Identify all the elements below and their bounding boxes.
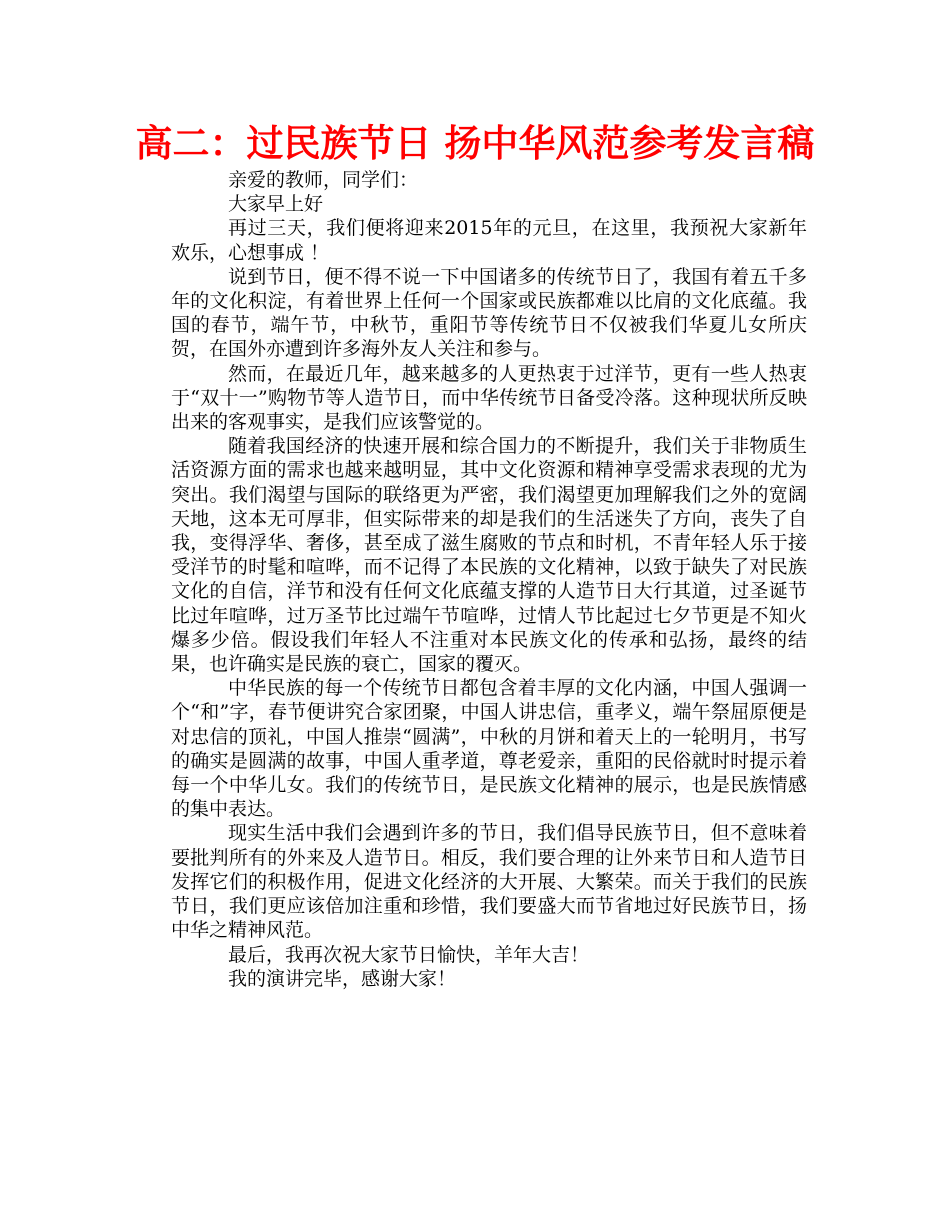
paragraph-new-year: 再过三天，我们便将迎来2015年的元旦，在这里，我预祝大家新年欢乐，心想事成 ！ [171,217,807,264]
paragraph-thanks: 我的演讲完毕，感谢大家！ [228,967,457,990]
paragraph-traditional-festivals: 说到节日，便不得不说一下中国诸多的传统节日了，我国有着五千多年的文化积淀，有着世界上任何一个国家或民族都难以比肩的文化底蕴。我国的春节，端午节，中秋节，重阳节等传统节日不仅被我们华夏儿女所庆贺，在国外亦遭到许多海外友人关注和参与。 [171,265,807,361]
paragraph-cultural-meaning: 中华民族的每一个传统节日都包含着丰厚的文化内涵，中国人强调一个“和”字，春节便讲究合家团聚，中国人讲忠信，重孝义，端午祭屈原便是对忠信的顶礼，中国人推崇“圆满”，中秋的月饼和着天上的一轮明月，书写的确实是圆满的故事，中国人重孝道，尊老爱亲，重阳的民俗就时时提示着每一个中华儿女。我们的传统节日，是民族文化精神的展示，也是民族情感的集中表达。 [171,677,807,821]
page-title: 高二：过民族节日 扬中华风范参考发言稿 [135,122,815,165]
paragraph-greeting: 亲爱的教师，同学们： [228,169,419,191]
speech-body [171,168,807,991]
paragraph-economic-development: 随着我国经济的快速开展和综合国力的不断提升，我们关于非物质生活资源方面的需求也越来越明显，其中文化资源和精神享受需求表现的尤为突出。我们渴望与国际的联络更为严密，我们渴望更加理解我们之外的宽阔天地，这本无可厚非，但实际带来的却是我们的生活迷失了方向，丧失了自我，变得浮华、奢侈，甚至成了滋生腐败的节点和时机，不青年轻人乐于接受洋节的时髦和喧哗，而不记得了本民族的文化精神，以致于缺失了对民族文化的自信，洋节和没有任何文化底蕴支撑的人造节日大行其道，过圣诞节比过年喧哗，过万圣节比过端午节喧哗，过情人节比起过七夕节更是不知火爆多少倍。假设我们年轻人不注重对本民族文化的传承和弘扬，最终的结果，也许确实是民族的衰亡，国家的覆灭。 [171,435,807,676]
paragraph-good-morning: 大家早上好 [228,193,324,216]
paragraph-foreign-festivals: 然而，在最近几年，越来越多的人更热衷于过洋节，更有一些人热衷于“双十一”购物节等人造节日，而中华传统节日备受冷落。这种现状所反映出来的客观事实，是我们应该警觉的。 [171,362,807,434]
paragraph-real-life: 现实生活中我们会遇到许多的节日，我们倡导民族节日，但不意味着要批判所有的外来及人造节日。相反，我们要合理的让外来节日和人造节日发挥它们的积极作用，促进文化经济的大开展、大繁荣。而关于我们的民族节日，我们更应该倍加注重和珍惜，我们要盛大而节省地过好民族节日，扬中华之精神风范。 [171,822,807,942]
paragraph-closing-wish: 最后，我再次祝大家节日愉快，羊年大吉！ [228,943,590,966]
